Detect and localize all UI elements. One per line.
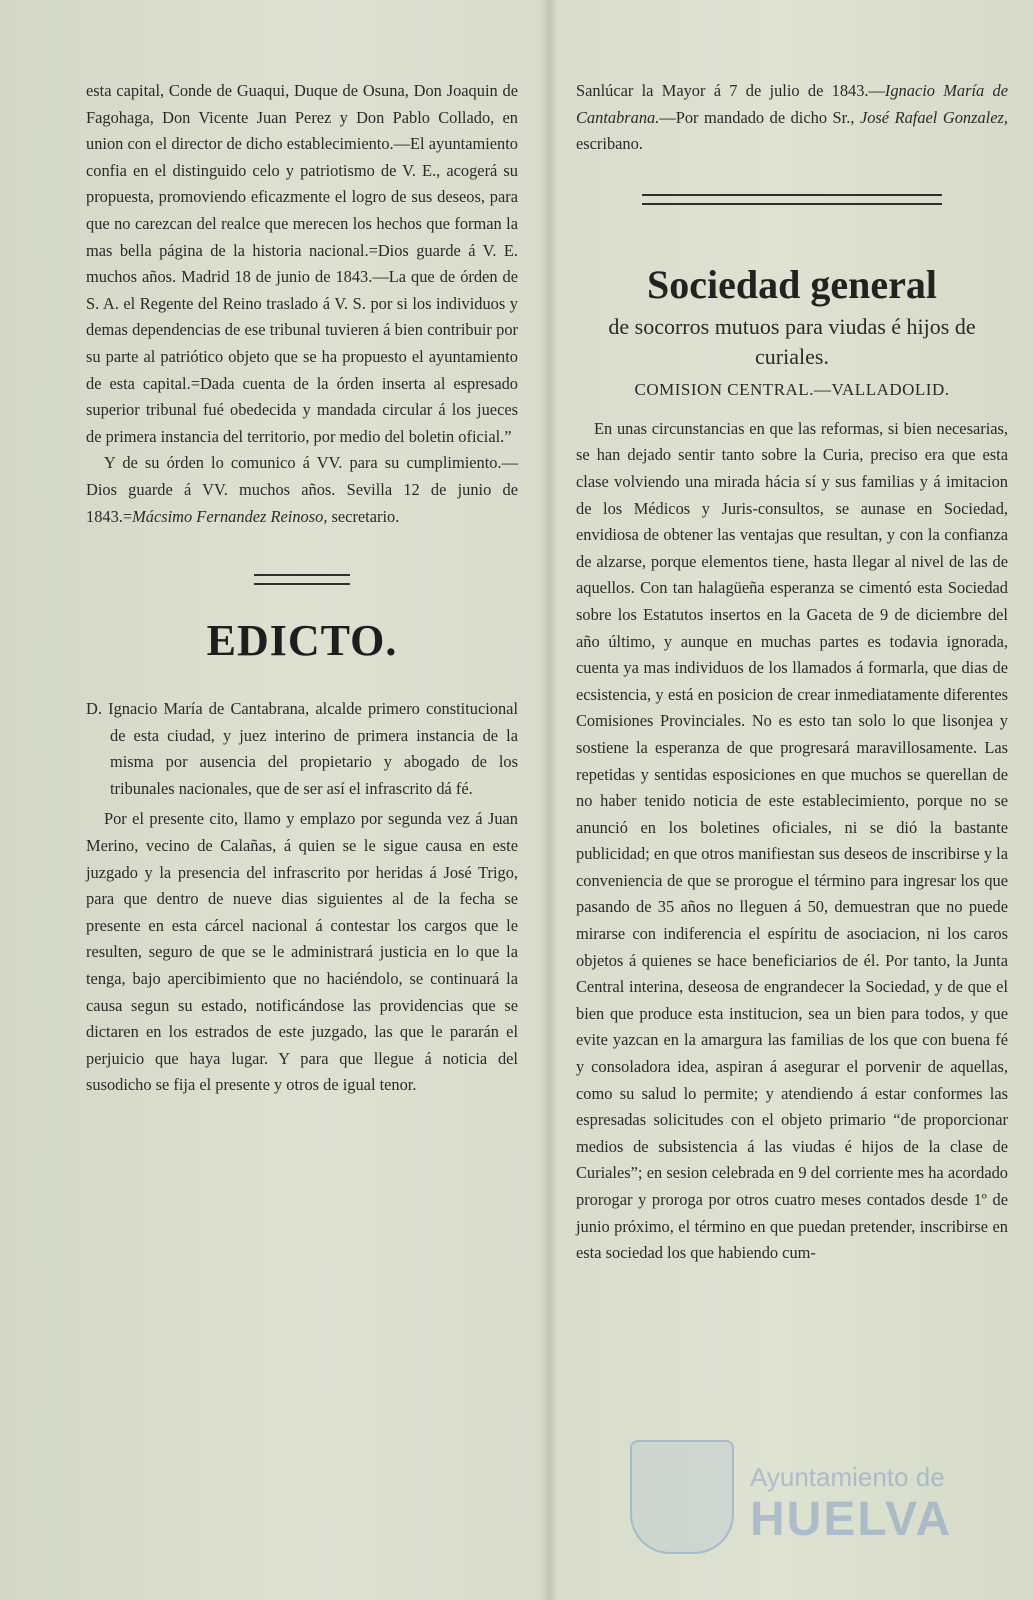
order-role: secretario.: [327, 506, 400, 526]
closing-paragraph: [576, 78, 1008, 158]
left-column: [86, 78, 518, 1099]
edicto-intro: D. Ignacio María de Cantabrana, alcalde primero constitucional de esta ciudad, y juez interino de primera instancia de la misma por ausencia del propietario y abogado de los tribunales nacionales, que de ser así el infrascrito dá fé.: [86, 699, 518, 798]
page-fold: [540, 0, 558, 1600]
ayuntamiento-watermark: [630, 1440, 970, 1550]
shield-icon: [630, 1440, 734, 1554]
order-signer: Mácsimo Fernandez Reinoso,: [132, 506, 328, 526]
society-subtitle: de socorros mutuos para viudas é hijos de curiales.: [608, 313, 976, 369]
watermark-line2: HUELVA: [750, 1493, 953, 1546]
closing-text: Sanlúcar la Mayor á 7 de julio de 1843.—: [576, 81, 885, 100]
watermark-line1: Ayuntamiento de: [750, 1462, 945, 1492]
closing-signer: Ignacio María de Cantabrana.: [576, 81, 1008, 127]
society-title: Sociedad general: [647, 261, 937, 307]
edicto-title: EDICTO.: [206, 616, 398, 666]
order-paragraph: [86, 450, 518, 530]
right-column: [576, 78, 1008, 1267]
section-divider: [254, 574, 350, 585]
society-body: En unas circunstancias en que las reformas, si bien necesarias, se han dejado sentir tanto sobre la Curia, preciso era que esta clase volviendo una mirada hácia sí y sus familias y á imitacion de los Médicos y Juris-consultos, se aunase en Sociedad, envidiosa de obtener las ventajas que resultan, y con la confianza de alzarse, porque elementos tiene, hasta llegar al nivel de las de aquellos. Con tan halagüeña esperanza se cimentó esta Sociedad sobre los Estatutos insertos en la Gaceta de 9 de diciembre del año último, y aunque en muchas partes es todavia ignorada, cuenta ya mas individuos de los llamados á formarla, que dias de ecsistencia, y está en posicion de crear inmediatamente diferentes Comisiones Provinciales. No es esto tan solo lo que lisonjea y sostiene la esperanza de que progresará maravillosamente. Las repetidas y sentidas esposiciones en que muchos se querellan de no haber tenido noticia de este establecimiento, porque no se anunció en los boletines oficiales, ni se dió la bastante publicidad; en que otros manifiestan sus deseos de inscribirse y la conveniencia de que se prorogue el término para ingresar los que pasando de 35 años no lleguen á 50, demuestran que no puede mirarse con indiferencia el espíritu de asociacion, ni los caros objetos á quienes se hace beneficiarios de él. Por tanto, la Junta Central interina, deseosa de engrandecer la Sociedad, y de que el bien que produce esta institucion, sea un bien para todos, y que evite yazcan en la amargura las familias de los que con buena fé y consoladora idea, aspiran á asegurar el porvenir de aquellas, como su salud lo permite; y atendiendo á estar conformes las espresadas solicitudes con el objeto primario “de proporcionar medios de subsistencia á las viudas é hijos de la clase de Curiales”; en sesion celebrada en 9 del corriente mes ha acordado prorogar y proroga por otros cuatro meses contados desde 1º de junio próximo, el término en que puedan pretender, inscribirse en esta sociedad los que habiendo cum-: [576, 418, 1008, 1263]
letter-continuation: esta capital, Conde de Guaqui, Duque de Osuna, Don Joaquin de Fagohaga, Don Vicente Juan Perez y Don Pablo Collado, en union con el director de dicho establecimiento.—El ayuntamiento confia en el distinguido celo y patriotismo de V. E., acogerá su propuesta, promoviendo eficazmente el logro de sus deseos, para que no carezcan del realce que merecen los hechos que forman la mas bella página de la historia nacional.=Dios guarde á V. E. muchos años. Madrid 18 de junio de 1843.—La que de órden de S. A. el Regente del Reino traslado á V. S. por si los individuos y demas dependencias de ese tribunal tuvieren á bien contribuir por su parte al patriótico objeto que se ha propuesto el ayuntamiento de esta capital.=Dada cuenta de la órden inserta al espresado superior tribunal fué obedecida y mandada circular á los jueces de primera instancia del territorio, por medio del boletin oficial.”: [86, 81, 518, 446]
society-commission: COMISION CENTRAL.—VALLADOLID.: [634, 379, 950, 399]
closing-mid: —Por mandado de dicho Sr.,: [659, 107, 860, 127]
closing-clerk: José Rafael Gonzalez,: [859, 107, 1008, 127]
closing-role: escribano.: [576, 134, 643, 154]
section-divider-right: [642, 194, 942, 205]
order-text: Y de su órden lo comunico á VV. para su cumplimiento.—Dios guarde á VV. muchos años. Sevilla 12 de junio de 1843.=: [86, 453, 518, 526]
edicto-body: Por el presente cito, llamo y emplazo por segunda vez á Juan Merino, vecino de Calañas, á quien se le sigue causa en este juzgado y la presencia del infrascrito por heridas á José Trigo, para que dentro de nueve dias siguientes al de la fecha se presente en esta cárcel nacional á contestar los cargos que le resulten, seguro de que se le administrará justicia en lo que la tenga, bajo apercibimiento que no haciéndolo, se continuará la causa segun su estado, notificándose las providencias que se dictaren en los estrados de este juzgado, las que le pararán el perjuicio que haya lugar. Y para que llegue á noticia del susodicho se fija el presente y otros de igual tenor.: [86, 809, 518, 1095]
